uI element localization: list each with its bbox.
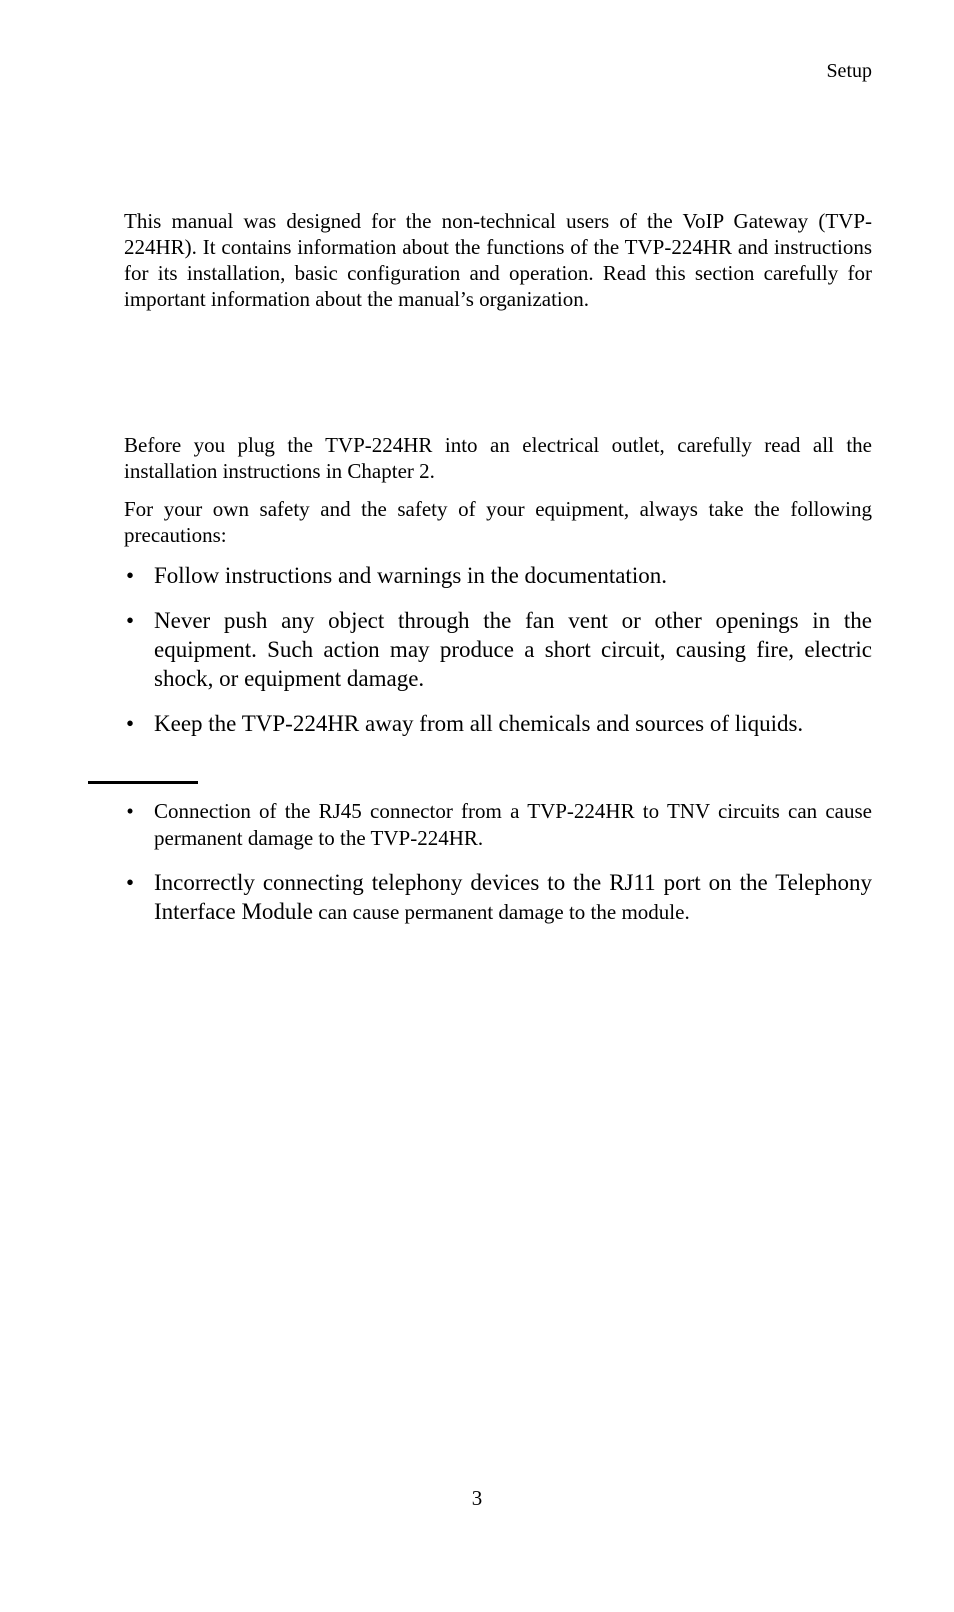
running-header: Setup	[826, 60, 872, 82]
precaution-text: Follow instructions and warnings in the documentation.	[154, 563, 667, 588]
safety-paragraph-2: For your own safety and the safety of your equipment, always take the following precautions:	[124, 497, 872, 547]
section-divider	[88, 781, 198, 784]
intro-paragraph: This manual was designed for the non-technical users of the VoIP Gateway (TVP-224HR). It contains information about the functions of the TVP-224HR and instructions for its installation, basic configuration and operation. Read this section carefully for important information about the manual’s organization.	[124, 209, 872, 311]
precautions-list	[124, 561, 872, 754]
list-item	[124, 868, 872, 927]
warning-text: Connection of the RJ45 connector from a TVP-224HR to TNV circuits can cause permanent damage to the TVP-224HR.	[154, 799, 872, 850]
list-item	[124, 709, 872, 738]
warning-text-lead: Incorrectly connecting telephony devices to the RJ11 port on the Telephony Interface Module	[154, 870, 872, 924]
list-item	[124, 798, 872, 852]
warnings-list	[124, 798, 872, 943]
page-number: 3	[471, 1486, 483, 1510]
safety-paragraph-1: Before you plug the TVP-224HR into an electrical outlet, carefully read all the installation instructions in Chapter 2.	[124, 433, 872, 483]
list-item	[124, 561, 872, 590]
bullet-icon: •	[125, 711, 135, 736]
precaution-text: Never push any object through the fan vent or other openings in the equipment. Such action may produce a short circuit, causing fire, electric shock, or equipment damage.	[154, 608, 872, 691]
bullet-icon: •	[125, 608, 135, 633]
bullet-icon: •	[126, 799, 134, 823]
bullet-icon: •	[125, 563, 135, 588]
list-item	[124, 606, 872, 693]
precaution-text: Keep the TVP-224HR away from all chemicals and sources of liquids.	[154, 711, 804, 736]
warning-text-tail: can cause permanent damage to the module.	[313, 900, 690, 924]
bullet-icon: •	[125, 870, 135, 895]
